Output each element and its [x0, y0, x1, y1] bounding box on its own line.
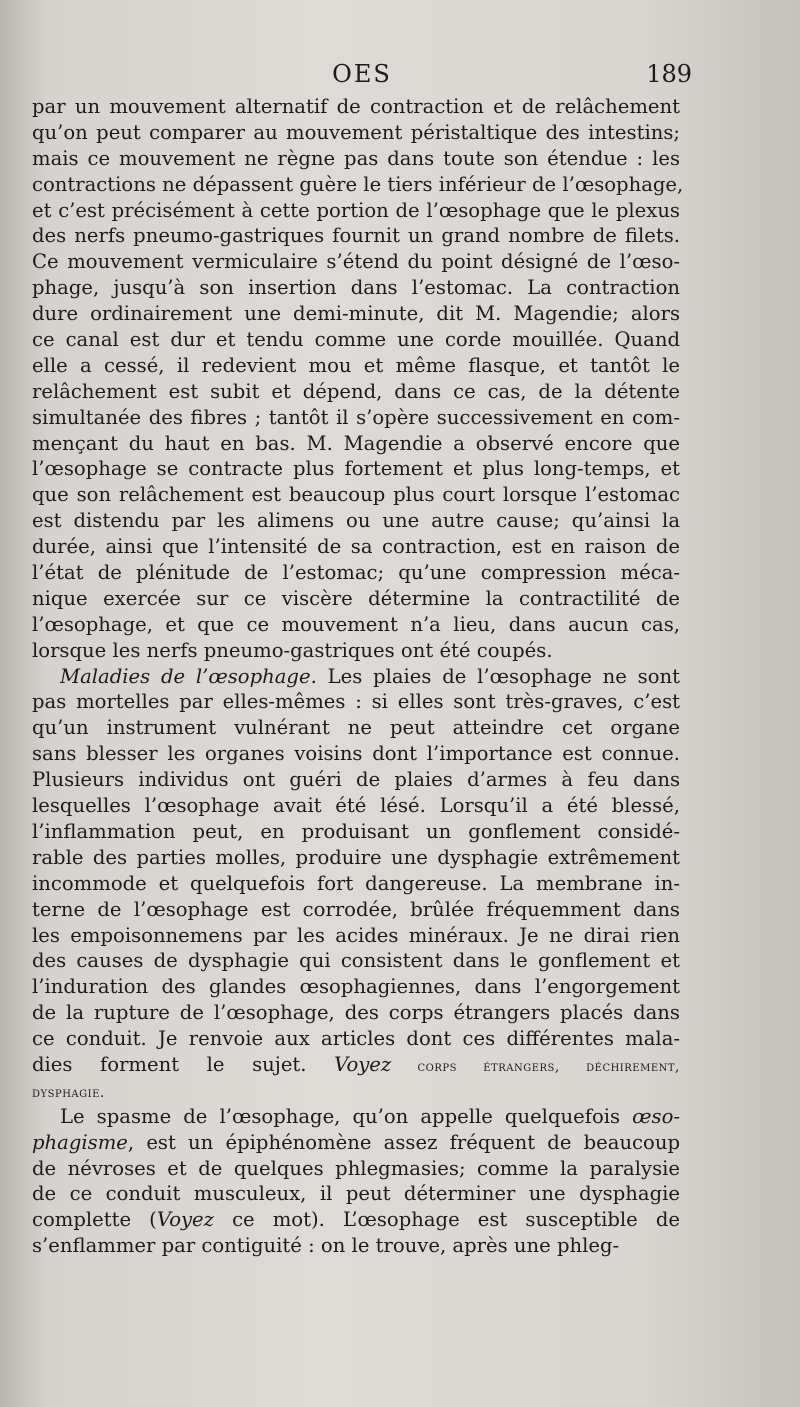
- text-line: [32, 586, 680, 612]
- line-italic: phagisme: [32, 1130, 128, 1154]
- text-line: [32, 560, 680, 586]
- line-text: qu’un instrument vulnérant ne peut atteindre cet organe: [32, 716, 680, 740]
- line-text: relâchement est subit et dépend, dans ce cas, de la détente: [32, 379, 680, 403]
- text-line: [32, 508, 680, 534]
- text-line: [32, 327, 680, 353]
- text-line: [32, 275, 680, 301]
- text-line: [32, 974, 680, 1000]
- text-line: [32, 146, 680, 172]
- text-line: [32, 198, 680, 224]
- line-text: l’état de plénitude de l’estomac; qu’une compression méca-: [32, 561, 680, 585]
- line-text: nique exercée sur ce viscère détermine la contractilité de: [32, 586, 680, 610]
- line-text: Plusieurs individus ont guéri de plaies d’armes à feu dans: [32, 768, 680, 792]
- text-line: [32, 379, 680, 405]
- text-line: [32, 1181, 680, 1207]
- text-line: [32, 482, 680, 508]
- line-text: l’inflammation peut, en produisant un gonflement considé-: [32, 819, 680, 843]
- text-line: [32, 741, 680, 767]
- text-line: [32, 664, 680, 690]
- line-text: sans blesser les organes voisins dont l’importance est connue.: [32, 742, 680, 766]
- text-line: [32, 534, 680, 560]
- line-text: contractions ne dépassent guère le tiers inférieur de l’œsophage,: [32, 172, 684, 196]
- text-line: [32, 456, 680, 482]
- text-line: [32, 1156, 680, 1182]
- text-line: [32, 793, 680, 819]
- line-text: Le spasme de l’œsophage, qu’on appelle quelquefois: [60, 1104, 633, 1128]
- line-text: l’œsophage, et que ce mouvement n’a lieu, dans aucun cas,: [32, 612, 680, 636]
- text-line: [32, 897, 680, 923]
- line-text: rable des parties molles, produire une dysphagie extrêmement: [32, 845, 680, 869]
- page-header: [32, 60, 692, 94]
- text-line: [32, 172, 684, 198]
- text-line: [32, 923, 680, 949]
- line-italic: Maladies de l’œsophage.: [60, 664, 317, 688]
- text-line: [32, 1130, 680, 1156]
- line-text: dies forment le sujet.: [32, 1052, 335, 1076]
- text-line: [32, 1052, 680, 1078]
- line-text: incommode et quelquefois fort dangereuse. La membrane in-: [32, 871, 680, 895]
- text-line: [32, 405, 680, 431]
- running-head: OES: [332, 60, 392, 88]
- body-text: [32, 94, 684, 1259]
- text-line: [32, 819, 680, 845]
- line-text: de la rupture de l’œsophage, des corps étrangers placés dans: [32, 1001, 680, 1025]
- line-text: s’enflammer par contiguité : on le trouve, après une phleg-: [32, 1234, 620, 1258]
- text-line: [32, 715, 680, 741]
- line-text: l’œsophage se contracte plus fortement et plus long-temps, et: [32, 457, 680, 481]
- line-text: des causes de dysphagie qui consistent dans le gonflement et: [32, 949, 680, 973]
- text-line: [32, 845, 680, 871]
- line-text: par un mouvement alternatif de contraction et de relâchement: [32, 95, 680, 118]
- line-text2: ce mot). L’œsophage est susceptible de: [213, 1208, 680, 1232]
- text-line: [32, 301, 680, 327]
- line-text: lorsque les nerfs pneumo-gastriques ont été coupés.: [32, 638, 553, 662]
- line-smallcaps: corps étrangers, déchirement,: [391, 1058, 681, 1075]
- page-number: 189: [646, 60, 692, 88]
- line-text: qu’on peut comparer au mouvement péristaltique des intestins;: [32, 120, 680, 144]
- text-line: [32, 223, 680, 249]
- line-text: Les plaies de l’œsophage ne sont: [316, 664, 680, 688]
- line-italic2: œso-: [632, 1104, 680, 1128]
- line-italic2: Voyez: [334, 1052, 392, 1076]
- line-text: ce conduit. Je renvoie aux articles dont ces différentes mala-: [32, 1027, 680, 1051]
- line-text: terne de l’œsophage est corrodée, brûlée fréquemment dans: [32, 897, 680, 921]
- text-line: [32, 1000, 680, 1026]
- line-text: , est un épiphénomène assez fréquent de beaucoup: [127, 1130, 680, 1154]
- line-smallcaps_only: dysphagie.: [32, 1084, 105, 1101]
- line-text: est distendu par les alimens ou une autre cause; qu’ainsi la: [32, 509, 680, 533]
- line-text: lesquelles l’œsophage avait été lésé. Lorsqu’il a été blessé,: [32, 794, 680, 818]
- text-line: [32, 1078, 680, 1104]
- text-line: [32, 431, 680, 457]
- line-text: et c’est précisément à cette portion de l’œsophage que le plexus: [32, 198, 680, 222]
- text-line: [32, 1104, 680, 1130]
- line-text: simultanée des fibres ; tantôt il s’opère successivement en com-: [32, 405, 680, 429]
- text-line: [32, 689, 680, 715]
- line-text: de ce conduit musculeux, il peut déterminer une dysphagie: [32, 1182, 680, 1206]
- line-text: ce canal est dur et tendu comme une corde mouillée. Quand: [32, 328, 680, 352]
- line-text: elle a cessé, il redevient mou et même flasque, et tantôt le: [32, 353, 680, 377]
- line-text: de névroses et de quelques phlegmasies; comme la paralysie: [32, 1156, 680, 1180]
- line-text: dure ordinairement une demi-minute, dit M. Magendie; alors: [32, 302, 680, 326]
- text-line: [32, 767, 680, 793]
- text-line: [32, 612, 680, 638]
- text-line: [32, 353, 680, 379]
- line-text: mais ce mouvement ne règne pas dans toute son étendue : les: [32, 146, 680, 170]
- text-line: [32, 1207, 680, 1233]
- line-text: Ce mouvement vermiculaire s’étend du point désigné de l’œso-: [32, 250, 680, 274]
- line-text: phage, jusqu’à son insertion dans l’estomac. La contraction: [32, 276, 680, 300]
- line-text: les empoisonnemens par les acides minéraux. Je ne dirai rien: [32, 923, 680, 947]
- text-line: [32, 1233, 680, 1259]
- line-text: que son relâchement est beaucoup plus court lorsque l’estomac: [32, 483, 680, 507]
- text-line: [32, 120, 680, 146]
- text-line: [32, 638, 680, 664]
- text-line: [32, 94, 680, 120]
- text-line: [32, 948, 680, 974]
- line-text: des nerfs pneumo-gastriques fournit un grand nombre de filets.: [32, 224, 680, 248]
- text-line: [32, 249, 680, 275]
- line-text: complette (: [32, 1208, 157, 1232]
- line-italic2: Voyez: [156, 1208, 214, 1232]
- text-line: [32, 1026, 680, 1052]
- line-text: l’induration des glandes œsophagiennes, dans l’engorgement: [32, 975, 680, 999]
- line-text: durée, ainsi que l’intensité de sa contraction, est en raison de: [32, 535, 680, 559]
- line-text: mençant du haut en bas. M. Magendie a observé encore que: [32, 431, 680, 455]
- text-line: [32, 871, 680, 897]
- line-text: pas mortelles par elles-mêmes : si elles sont très-graves, c’est: [32, 690, 680, 714]
